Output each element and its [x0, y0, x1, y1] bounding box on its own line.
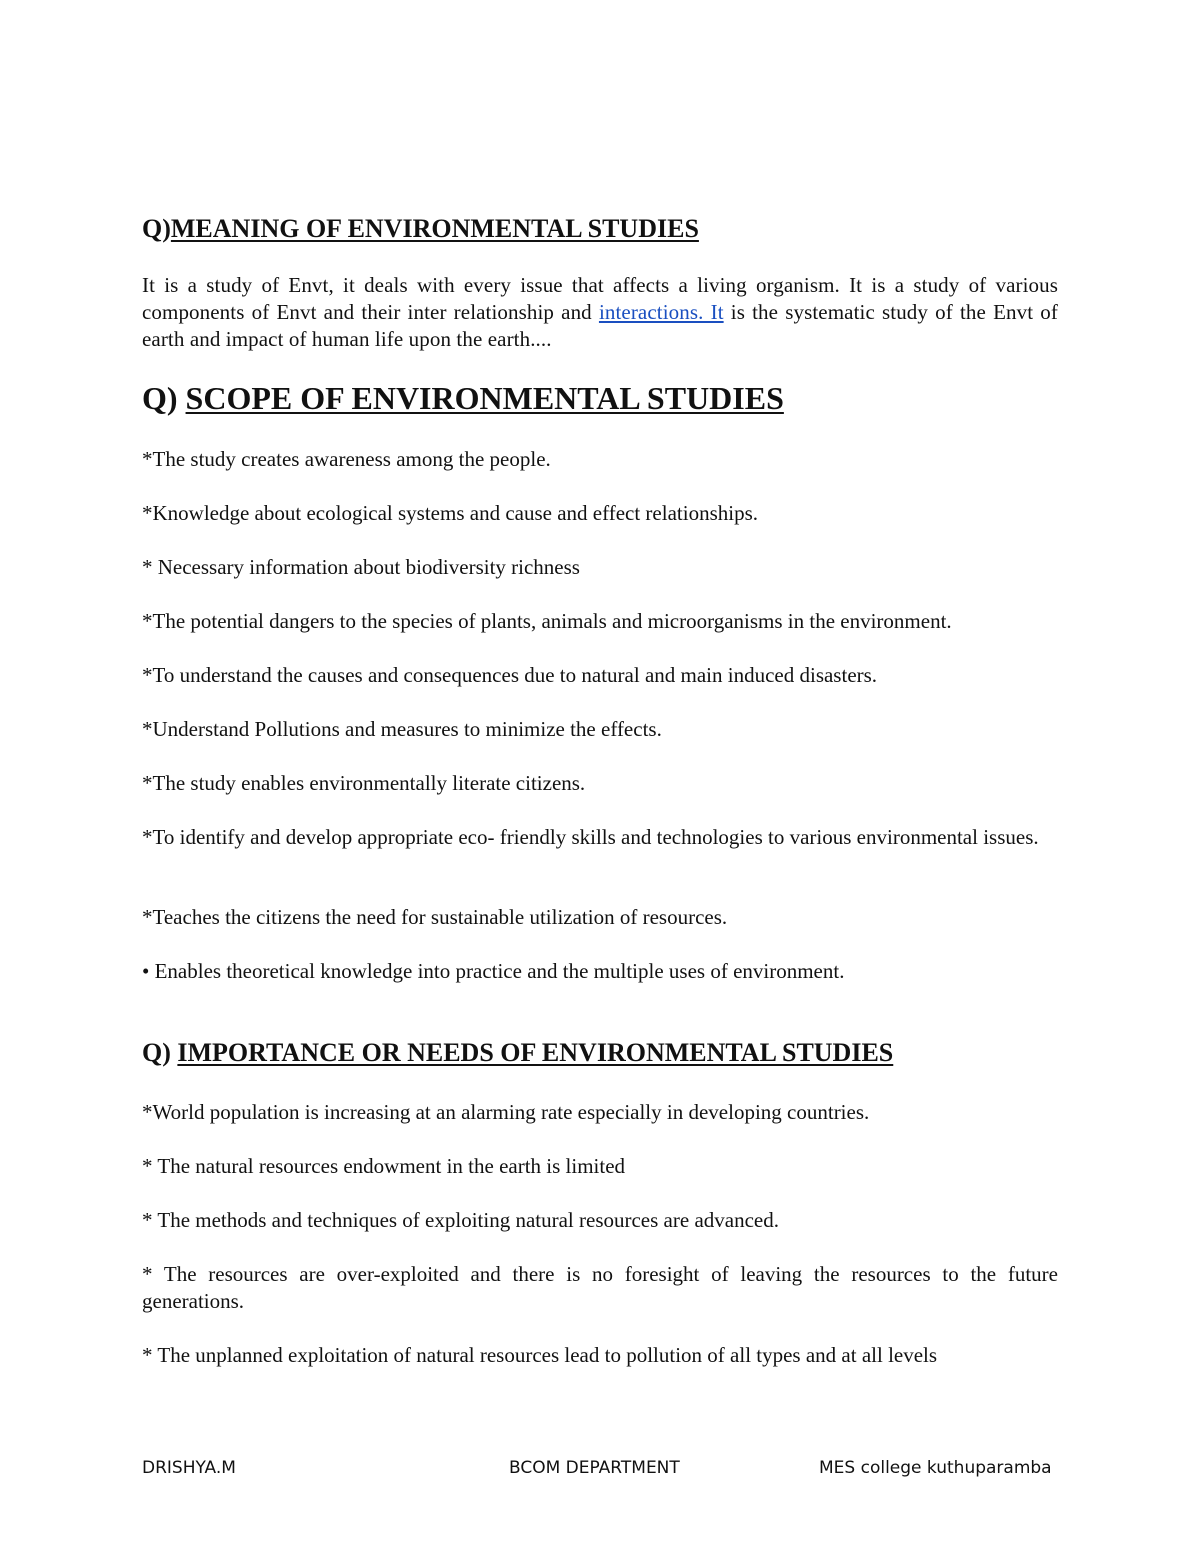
footer-department: BCOM DEPARTMENT: [509, 1458, 680, 1478]
scope-item: *Knowledge about ecological systems and cause and effect relationships.: [142, 501, 759, 525]
importance-item: * The natural resources endowment in the earth is limited: [142, 1154, 626, 1178]
meaning-text-2: is the systematic study of the Envt of earth and impact of human life upon the earth....: [142, 300, 1058, 351]
importance-item: *World population is increasing at an alarming rate especially in developing countries.: [142, 1100, 870, 1124]
scope-item: * Necessary information about biodiversity richness: [142, 555, 580, 579]
importance-item: * The methods and techniques of exploiting natural resources are advanced.: [142, 1208, 779, 1232]
heading-title: SCOPE OF ENVIRONMENTAL STUDIES: [185, 380, 784, 416]
scope-item: *The study enables environmentally literate citizens.: [142, 771, 586, 795]
heading-prefix: Q): [142, 214, 171, 243]
interactions-link[interactable]: interactions. It: [598, 300, 724, 324]
scope-item: • Enables theoretical knowledge into practice and the multiple uses of environment.: [142, 959, 845, 983]
heading-importance: [142, 1038, 893, 1068]
scope-item: *The study creates awareness among the people.: [142, 447, 551, 471]
scope-item: *The potential dangers to the species of plants, animals and microorganisms in the environment.: [142, 609, 952, 633]
heading-title: MEANING OF ENVIRONMENTAL STUDIES: [170, 214, 699, 243]
scope-item: *Understand Pollutions and measures to minimize the effects.: [142, 717, 662, 741]
heading-title: IMPORTANCE OR NEEDS OF ENVIRONMENTAL STUDIES: [177, 1038, 894, 1067]
importance-item: * The unplanned exploitation of natural resources lead to pollution of all types and at all levels: [142, 1343, 938, 1367]
scope-item: *Teaches the citizens the need for sustainable utilization of resources.: [142, 905, 728, 929]
heading-meaning: [142, 214, 699, 244]
scope-item: *To identify and develop appropriate eco- friendly skills and technologies to various environmental issues.: [142, 825, 1039, 849]
meaning-text-1: It is a study of Envt, it deals with every issue that affects a living organism. It is a study of various components of Envt and their inter relationship and: [142, 273, 1058, 324]
heading-prefix: Q): [142, 380, 178, 416]
footer-college: MES college kuthuparamba: [819, 1458, 1052, 1478]
importance-item: * The resources are over-exploited and there is no foresight of leaving the resources to the future generations.: [142, 1262, 1058, 1313]
scope-item: *To understand the causes and consequences due to natural and main induced disasters.: [142, 663, 878, 687]
heading-scope: [142, 380, 784, 417]
meaning-paragraph: [142, 272, 1058, 353]
footer-author: DRISHYA.M: [142, 1458, 236, 1478]
heading-prefix: Q): [142, 1038, 171, 1067]
